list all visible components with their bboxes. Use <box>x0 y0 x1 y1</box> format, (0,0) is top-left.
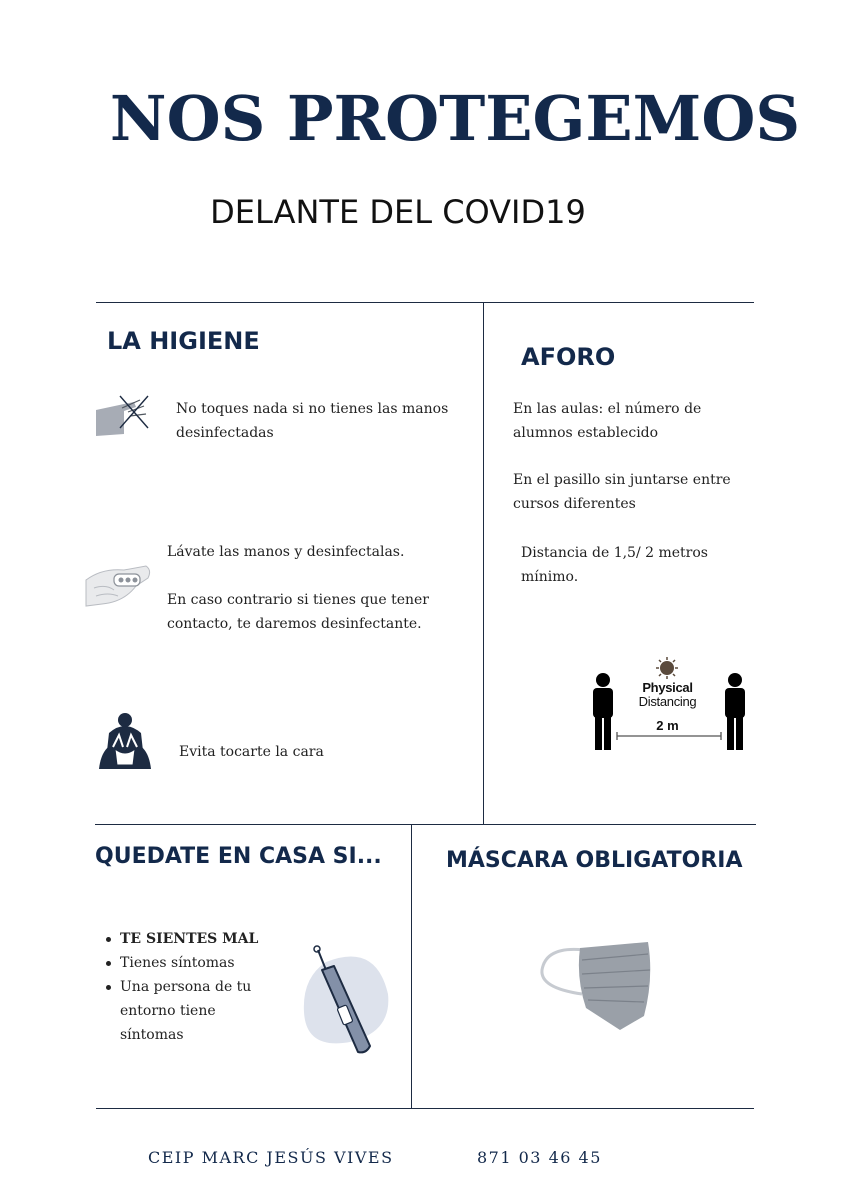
hygiene-item-2-text <box>167 540 429 636</box>
distancing-label-1: Physical <box>642 680 693 695</box>
upper-center-divider <box>483 302 484 824</box>
hygiene-item-1-line-2: desinfectadas <box>176 425 274 441</box>
capacity-paragraph-3 <box>521 541 708 589</box>
capacity-paragraph-2 <box>513 468 731 516</box>
no-touch-hand-icon <box>94 394 154 438</box>
middle-divider <box>95 824 756 825</box>
thermometer-icon <box>296 942 392 1058</box>
stay-home-item: Tienes síntomas <box>120 951 290 975</box>
face-touch-icon <box>97 711 153 769</box>
hygiene-item-3-text: Evita tocarte la cara <box>179 744 324 760</box>
hygiene-item-2-line-3: contacto, te daremos desinfectante. <box>167 616 422 632</box>
hygiene-item-1-text <box>176 397 448 445</box>
bottom-divider <box>96 1108 754 1109</box>
stay-home-list <box>104 927 290 1047</box>
face-mask-icon <box>536 938 656 1034</box>
capacity-paragraph-1-line-2: alumnos establecido <box>513 425 659 441</box>
page-subtitle: DELANTE DEL COVID19 <box>210 193 586 231</box>
stay-home-heading: QUEDATE EN CASA SI... <box>95 844 382 869</box>
hygiene-heading: LA HIGIENE <box>107 327 260 355</box>
stay-home-item: TE SIENTES MAL <box>120 927 290 951</box>
physical-distancing-icon <box>585 656 755 754</box>
capacity-paragraph-3-line-2: mínimo. <box>521 569 579 585</box>
phone-number: 871 03 46 45 <box>477 1148 602 1167</box>
distancing-label-2: Distancing <box>638 694 697 709</box>
top-divider <box>96 302 754 303</box>
hand-washing-icon <box>84 558 154 608</box>
mask-heading: MÁSCARA OBLIGATORIA <box>446 848 743 873</box>
capacity-heading: AFORO <box>521 343 616 371</box>
capacity-paragraph-2-line-2: cursos diferentes <box>513 496 636 512</box>
page-title: NOS PROTEGEMOS <box>109 82 801 155</box>
hygiene-item-2-line-1: Lávate las manos y desinfectalas. <box>167 544 405 560</box>
capacity-paragraph-1 <box>513 397 701 445</box>
hygiene-item-1-line-1: No toques nada si no tienes las manos <box>176 401 449 417</box>
capacity-paragraph-2-line-1: En el pasillo sin juntarse entre <box>513 472 731 488</box>
distance-label: 2 m <box>656 718 679 733</box>
capacity-paragraph-3-line-1: Distancia de 1,5/ 2 metros <box>521 545 708 561</box>
school-name: CEIP MARC JESÚS VIVES <box>148 1148 394 1167</box>
capacity-paragraph-1-line-1: En las aulas: el número de <box>513 401 702 417</box>
lower-center-divider <box>411 824 412 1108</box>
hygiene-item-2-line-2: En caso contrario si tienes que tener <box>167 592 429 608</box>
stay-home-item: Una persona de tu entorno tiene síntomas <box>120 975 260 1047</box>
